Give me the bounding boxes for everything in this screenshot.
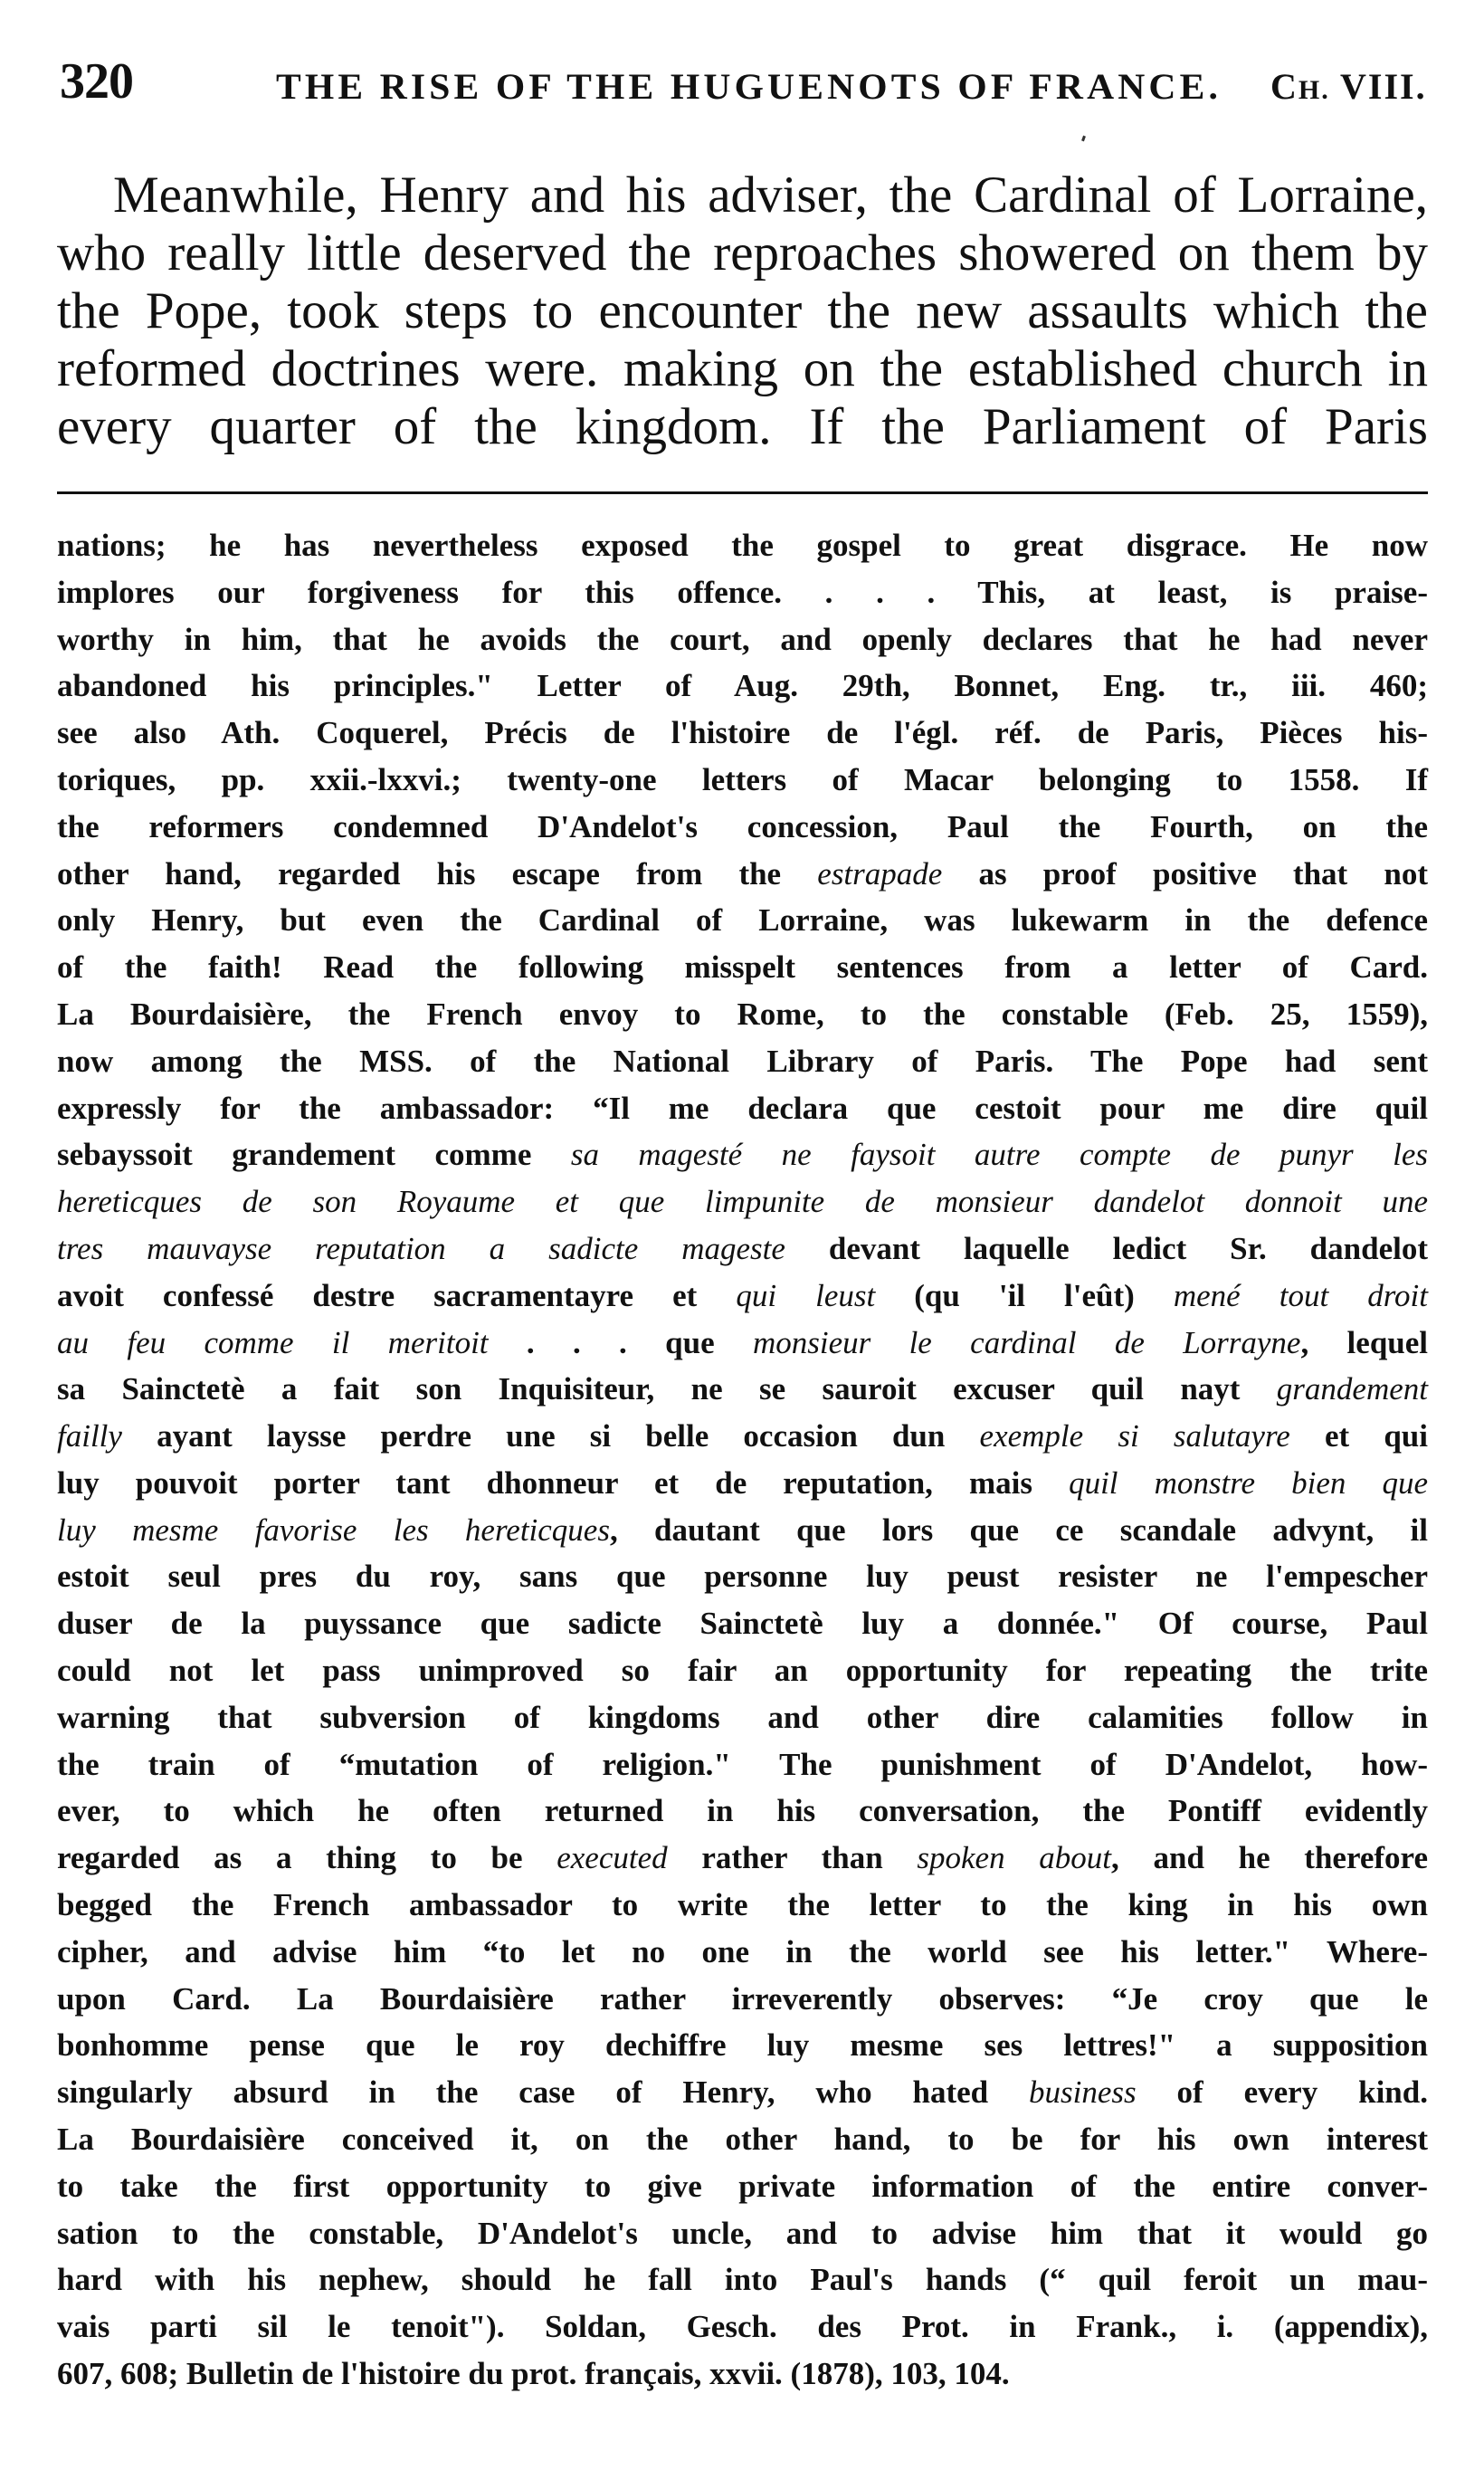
text-segment: devant laquelle ledict Sr. dandelot	[785, 1231, 1428, 1266]
text-segment: the train of “mutation of religion." The punishment of D'Andelot, how-	[57, 1747, 1428, 1782]
chapter-label	[1270, 66, 1427, 109]
footnote-line	[57, 1460, 1428, 1507]
footnote-line	[57, 569, 1428, 616]
footnote-line	[57, 2069, 1428, 2116]
footnote-line	[57, 1976, 1428, 2023]
footnote-line	[57, 2210, 1428, 2257]
text-segment: cipher, and advise him “to let no one in the world see his letter." Where-	[57, 1934, 1428, 1969]
text-segment: sation to the constable, D'Andelot's uncle, and to advise him that it would go	[57, 2216, 1428, 2251]
footnote-line	[57, 2256, 1428, 2303]
text-segment: expressly for the ambassador: “Il me declara que cestoit pour me dire quil	[57, 1091, 1428, 1126]
footnote-line	[57, 991, 1428, 1038]
main-line: who really little deserved the reproaches showered on them by	[57, 224, 1428, 281]
text-segment: singularly absurd in the case of Henry, who hated	[57, 2074, 1030, 2110]
page-header	[0, 0, 1484, 118]
italic-segment: hereticques de son Royaume et que limpunite de monsieur dandelot donnoit une	[57, 1184, 1428, 1219]
footnote-line	[57, 1882, 1428, 1929]
footnote-line	[57, 1085, 1428, 1132]
chapter-prefix-small: H.	[1298, 75, 1330, 105]
text-segment: , and he therefore	[1111, 1840, 1428, 1875]
footnote-line	[57, 2351, 1428, 2398]
main-line: Meanwhile, Henry and his adviser, the Cardinal of Lorraine,	[113, 167, 1428, 224]
text-segment: estoit seul pres du roy, sans que personne luy peust resister ne l'empescher	[57, 1559, 1428, 1594]
italic-segment: tres mauvayse reputation a sadicte mageste	[57, 1231, 785, 1266]
footnote-line	[57, 1647, 1428, 1694]
footnote-line	[57, 1835, 1428, 1882]
page-number: 320	[60, 53, 133, 110]
footnote-line	[57, 1178, 1428, 1225]
text-segment: , dautant que lors que ce scandale advynt, il	[609, 1512, 1429, 1548]
main-line: the Pope, took steps to encounter the new assaults which the	[57, 282, 1428, 339]
italic-segment: executed	[556, 1840, 668, 1875]
text-segment: of the faith! Read the following misspelt sentences from a letter of Card.	[57, 949, 1428, 985]
footnote-line	[57, 2116, 1428, 2163]
footnote-line	[57, 2303, 1428, 2351]
footnote-line	[57, 663, 1428, 710]
footnote-rule	[57, 491, 1428, 494]
text-segment: avoit confessé destre sacramentayre et	[57, 1278, 737, 1313]
italic-segment: luy mesme favorise les hereticques	[57, 1512, 610, 1548]
text-segment: vais parti sil le tenoit"). Soldan, Gesch. des Prot. in Frank., i. (appendix),	[57, 2309, 1428, 2344]
footnote-line	[57, 1413, 1428, 1460]
footnote-line	[57, 897, 1428, 944]
footnote-line	[57, 1929, 1428, 1976]
italic-segment: grandement	[1276, 1371, 1428, 1407]
chapter-number: VIII.	[1329, 66, 1427, 107]
text-segment: to take the first opportunity to give private information of the entire conver-	[57, 2169, 1428, 2204]
footnote-line	[57, 1694, 1428, 1741]
footnote-line	[57, 522, 1428, 569]
italic-segment: au feu comme il meritoit	[57, 1325, 489, 1360]
text-segment: worthy in him, that he avoids the court, and openly declares that he had never	[57, 622, 1428, 657]
text-segment: rather than	[667, 1840, 918, 1875]
text-segment: regarded as a thing to be	[57, 1840, 557, 1875]
text-segment: abandoned his principles." Letter of Aug. 29th, Bonnet, Eng. tr., iii. 460;	[57, 668, 1428, 703]
footnote-line	[57, 1366, 1428, 1413]
footnote-line	[57, 1320, 1428, 1367]
footnote-line	[57, 1507, 1428, 1554]
text-segment: implores our forgiveness for this offence. . . . This, at least, is praise-	[57, 575, 1428, 610]
text-segment: only Henry, but even the Cardinal of Lorraine, was lukewarm in the defence	[57, 902, 1428, 938]
text-segment: . . . que	[488, 1325, 753, 1360]
text-segment: upon Card. La Bourdaisière rather irreverently observes: “Je croy que le	[57, 1981, 1428, 2017]
footnote-line	[57, 616, 1428, 663]
running-title: THE RISE OF THE HUGUENOTS OF FRANCE.	[276, 66, 1222, 107]
print-speck	[1081, 136, 1086, 142]
italic-segment: failly	[57, 1418, 122, 1454]
footnote-line	[57, 944, 1428, 991]
text-segment: sebayssoit grandement comme	[57, 1137, 571, 1172]
text-segment: sa Sainctetè a fait son Inquisiteur, ne se sauroit excuser quil nayt	[57, 1371, 1277, 1407]
text-segment: nations; he has nevertheless exposed the gospel to great disgrace. He now	[57, 528, 1428, 563]
footnote-line	[57, 1741, 1428, 1788]
footnote-line	[57, 851, 1428, 898]
text-segment: as proof positive that not	[942, 856, 1428, 892]
italic-segment: mené tout droit	[1173, 1278, 1428, 1313]
footnote-line	[57, 1553, 1428, 1600]
italic-segment: exemple si salutayre	[979, 1418, 1290, 1454]
footnote-line	[57, 2163, 1428, 2210]
text-segment: 607, 608; Bulletin de l'histoire du prot. français, xxvii. (1878), 103, 104.	[57, 2356, 1010, 2391]
footnote-line	[57, 1788, 1428, 1835]
chapter-prefix: C	[1270, 66, 1298, 107]
footnote-line	[57, 1600, 1428, 1647]
main-line: reformed doctrines were. making on the established church in	[57, 340, 1428, 397]
text-segment: (qu 'il l'eût)	[875, 1278, 1174, 1313]
text-segment: ayant laysse perdre une si belle occasion dun	[121, 1418, 980, 1454]
footnote-line	[57, 2022, 1428, 2069]
text-segment: ever, to which he often returned in his conversation, the Pontiff evidently	[57, 1793, 1428, 1828]
text-segment: duser de la puyssance que sadicte Sainctetè luy a donnée." Of course, Paul	[57, 1606, 1428, 1641]
text-segment: of every kind.	[1136, 2074, 1428, 2110]
text-segment: bonhomme pense que le roy dechiffre luy mesme ses lettres!" a supposition	[57, 2027, 1428, 2063]
text-segment: et qui	[1289, 1418, 1428, 1454]
text-segment: La Bourdaisière conceived it, on the other hand, to be for his own interest	[57, 2122, 1428, 2157]
text-segment: toriques, pp. xxii.-lxxvi.; twenty-one letters of Macar belonging to 1558. If	[57, 762, 1428, 797]
text-segment: begged the French ambassador to write the letter to the king in his own	[57, 1887, 1428, 1922]
italic-segment: spoken about	[917, 1840, 1112, 1875]
footnote-line	[57, 757, 1428, 804]
footnote-line	[57, 804, 1428, 851]
footnote-line	[57, 1225, 1428, 1273]
text-segment: , lequel	[1300, 1325, 1429, 1360]
italic-segment: business	[1029, 2074, 1137, 2110]
main-line: every quarter of the kingdom. If the Parliament of Paris	[57, 398, 1428, 455]
italic-segment: estrapade	[817, 856, 943, 892]
text-segment: luy pouvoit porter tant dhonneur et de reputation, mais	[57, 1465, 1070, 1501]
text-segment: warning that subversion of kingdoms and other dire calamities follow in	[57, 1700, 1428, 1735]
footnote-line	[57, 710, 1428, 757]
footnote-line	[57, 1131, 1428, 1178]
text-segment: could not let pass unimproved so fair an opportunity for repeating the trite	[57, 1653, 1428, 1688]
text-segment: the reformers condemned D'Andelot's concession, Paul the Fourth, on the	[57, 809, 1428, 844]
text-segment: see also Ath. Coquerel, Précis de l'histoire de l'égl. réf. de Paris, Pièces his-	[57, 715, 1428, 750]
footnote-line	[57, 1273, 1428, 1320]
italic-segment: qui leust	[736, 1278, 876, 1313]
text-segment: hard with his nephew, should he fall into Paul's hands (“ quil feroit un mau-	[57, 2262, 1428, 2297]
text-segment: La Bourdaisière, the French envoy to Rome, to the constable (Feb. 25, 1559),	[57, 997, 1428, 1032]
italic-segment: monsieur le cardinal de Lorrayne	[752, 1325, 1301, 1360]
text-segment: now among the MSS. of the National Library of Paris. The Pope had sent	[57, 1044, 1428, 1079]
italic-segment: quil monstre bien que	[1069, 1465, 1428, 1501]
footnote-line	[57, 1038, 1428, 1085]
text-segment: other hand, regarded his escape from the	[57, 856, 818, 892]
italic-segment: sa magesté ne faysoit autre compte de punyr les	[570, 1137, 1428, 1172]
